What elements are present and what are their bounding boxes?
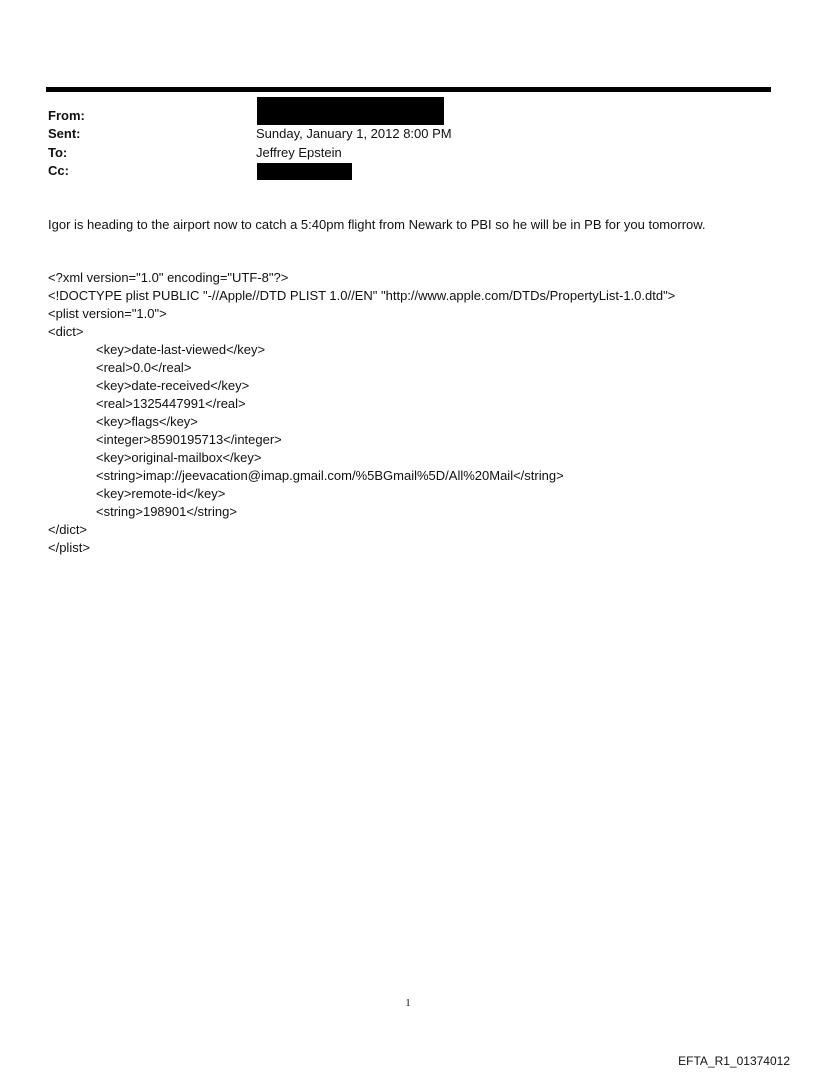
- to-label: To:: [48, 145, 68, 160]
- plist-line: </plist>: [48, 540, 90, 555]
- plist-line: <!DOCTYPE plist PUBLIC "-//Apple//DTD PLIST 1.0//EN" "http://www.apple.com/DTDs/PropertyList-1.0.dtd">: [48, 288, 676, 303]
- cc-redaction-block: [257, 163, 352, 180]
- from-label: From:: [48, 108, 85, 123]
- plist-line: <real>0.0</real>: [96, 360, 192, 375]
- plist-line: <plist version="1.0">: [48, 306, 167, 321]
- header-divider: [46, 87, 771, 92]
- email-body: Igor is heading to the airport now to catch a 5:40pm flight from Newark to PBI so he will be in PB for you tomorrow.: [48, 217, 706, 232]
- plist-line: <string>imap://jeevacation@imap.gmail.com/%5BGmail%5D/All%20Mail</string>: [96, 468, 564, 483]
- page-number: 1: [405, 997, 411, 1009]
- cc-label: Cc:: [48, 163, 69, 178]
- plist-line: <dict>: [48, 324, 84, 339]
- plist-line: <key>flags</key>: [96, 414, 198, 429]
- plist-line: <key>date-last-viewed</key>: [96, 342, 266, 357]
- plist-block: [48, 269, 788, 557]
- plist-line: <key>remote-id</key>: [96, 486, 226, 501]
- sent-value: Sunday, January 1, 2012 8:00 PM: [256, 126, 452, 141]
- from-redaction-block: [257, 97, 444, 125]
- plist-line: <string>198901</string>: [96, 504, 237, 519]
- plist-line: <key>original-mailbox</key>: [96, 450, 262, 465]
- sent-label: Sent:: [48, 126, 81, 141]
- plist-line: </dict>: [48, 522, 88, 537]
- to-value: Jeffrey Epstein: [256, 145, 342, 160]
- plist-line: <?xml version="1.0" encoding="UTF-8"?>: [48, 270, 289, 285]
- plist-line: <integer>8590195713</integer>: [96, 432, 282, 447]
- plist-line: <real>1325447991</real>: [96, 396, 246, 411]
- document-id: EFTA_R1_01374012: [678, 1054, 790, 1068]
- plist-line: <key>date-received</key>: [96, 378, 250, 393]
